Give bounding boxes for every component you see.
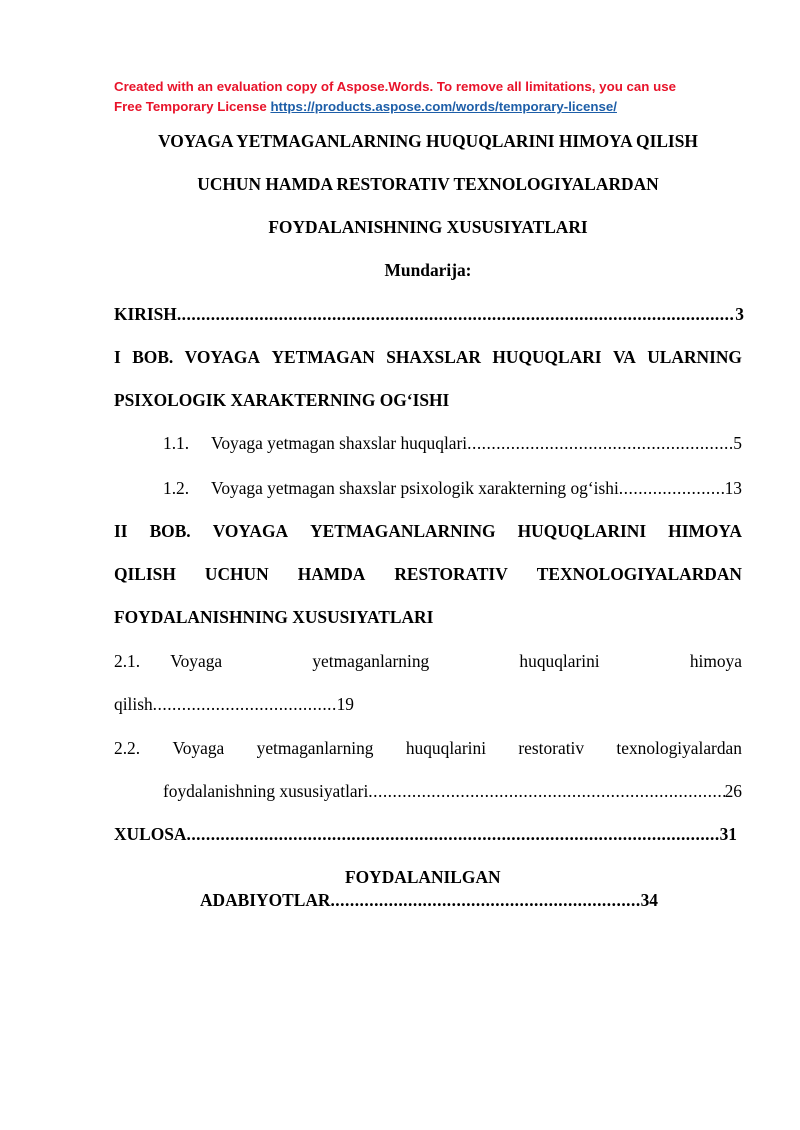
word: QILISH xyxy=(114,564,176,584)
word: huquqlarini xyxy=(405,738,487,758)
word: Voyaga xyxy=(170,651,223,671)
watermark-license-text: Free Temporary License xyxy=(114,99,271,114)
toc-section-number: 1.2. xyxy=(163,478,190,498)
toc-section-2-2-line-2[interactable] xyxy=(163,780,742,802)
toc-page-number: 26 xyxy=(724,781,742,801)
word: VA xyxy=(612,347,636,367)
word: huquqlarini xyxy=(519,651,600,671)
toc-chapter-2-line-2[interactable] xyxy=(114,563,742,585)
word: HIMOYA xyxy=(668,521,742,541)
toc-chapter-2-line-3[interactable]: FOYDALANISHNING XUSUSIYATLARI xyxy=(114,607,434,627)
title-line-3: FOYDALANISHNING XUSUSIYATLARI xyxy=(268,217,588,237)
toc-label: qilish xyxy=(114,694,153,714)
word: RESTORATIV xyxy=(394,564,508,584)
word: YETMAGANLARNING xyxy=(310,521,496,541)
toc-leader xyxy=(330,889,640,911)
word: TEXNOLOGIYALARDAN xyxy=(536,564,742,584)
title-line-2: UCHUN HAMDA RESTORATIV TEXNOLOGIYALARDAN xyxy=(197,174,659,194)
toc-entry-conclusion[interactable] xyxy=(114,823,737,845)
toc-section-number: 2.1. xyxy=(114,651,141,671)
toc-references-line-2[interactable] xyxy=(200,889,658,911)
toc-page-number: 34 xyxy=(640,890,658,910)
evaluation-watermark xyxy=(114,77,754,117)
word: texnologiyalardan xyxy=(616,738,742,758)
word: Voyaga xyxy=(172,738,225,758)
toc-page-number: 5 xyxy=(733,433,742,453)
toc-leader xyxy=(177,303,735,325)
toc-leader xyxy=(467,432,733,454)
word: ULARNING xyxy=(647,347,742,367)
toc-chapter-1-line-2[interactable]: PSIXOLOGIK XARAKTERNING OG‘ISHI xyxy=(114,390,450,410)
word: II xyxy=(114,521,128,541)
word: HUQUQLARI xyxy=(492,347,602,367)
word: BOB. xyxy=(149,521,191,541)
toc-leader xyxy=(153,693,337,715)
toc-page-number: 31 xyxy=(719,824,737,844)
toc-page-number: 3 xyxy=(735,304,744,324)
toc-label: KIRISH xyxy=(114,304,177,324)
word: yetmaganlarning xyxy=(256,738,374,758)
toc-section-1-1[interactable] xyxy=(163,432,742,454)
toc-label: foydalanishning xususiyatlari xyxy=(163,781,369,801)
word: restorativ xyxy=(518,738,585,758)
toc-entry-intro[interactable] xyxy=(114,303,744,325)
title-line-1: VOYAGA YETMAGANLARNING HUQUQLARINI HIMOYA QILISH xyxy=(158,131,698,151)
watermark-license-link[interactable]: https://products.aspose.com/words/temporary-license/ xyxy=(270,99,617,114)
contents-heading: Mundarija: xyxy=(384,260,472,280)
word: HUQUQLARINI xyxy=(517,521,647,541)
word: SHAXSLAR xyxy=(386,347,481,367)
word: VOYAGA xyxy=(184,347,261,367)
toc-label: XULOSA xyxy=(114,824,187,844)
toc-section-number: 1.1. xyxy=(163,433,190,453)
watermark-line-2 xyxy=(114,97,754,117)
toc-page-number: 19 xyxy=(336,694,354,714)
toc-section-number: 2.2. xyxy=(114,738,141,758)
word: UCHUN xyxy=(204,564,269,584)
toc-label: Voyaga yetmagan shaxslar huquqlari xyxy=(211,433,468,453)
watermark-line-1: Created with an evaluation copy of Aspose.Words. To remove all limitations, you can use xyxy=(114,79,677,94)
toc-section-2-1-line-1[interactable] xyxy=(114,650,742,672)
word: BOB. xyxy=(132,347,174,367)
toc-leader xyxy=(619,477,725,499)
word: VOYAGA xyxy=(212,521,289,541)
toc-label: ADABIYOTLAR xyxy=(200,890,331,910)
toc-page-number: 13 xyxy=(724,478,742,498)
toc-label: Voyaga yetmagan shaxslar psixologik xarakterning og‘ishi xyxy=(211,478,619,498)
word: YETMAGAN xyxy=(271,347,375,367)
word: yetmaganlarning xyxy=(312,651,430,671)
toc-chapter-1-line-1[interactable] xyxy=(114,346,742,368)
word: I xyxy=(114,347,121,367)
toc-leader xyxy=(186,823,719,845)
word: himoya xyxy=(689,651,742,671)
toc-section-1-2[interactable] xyxy=(163,477,742,499)
toc-section-2-1-line-2[interactable] xyxy=(114,693,354,715)
toc-section-2-2-line-1[interactable] xyxy=(114,737,742,759)
word: HAMDA xyxy=(297,564,366,584)
toc-leader xyxy=(368,780,724,802)
toc-chapter-2-line-1[interactable] xyxy=(114,520,742,542)
toc-references-line-1[interactable]: FOYDALANILGAN xyxy=(345,867,501,887)
